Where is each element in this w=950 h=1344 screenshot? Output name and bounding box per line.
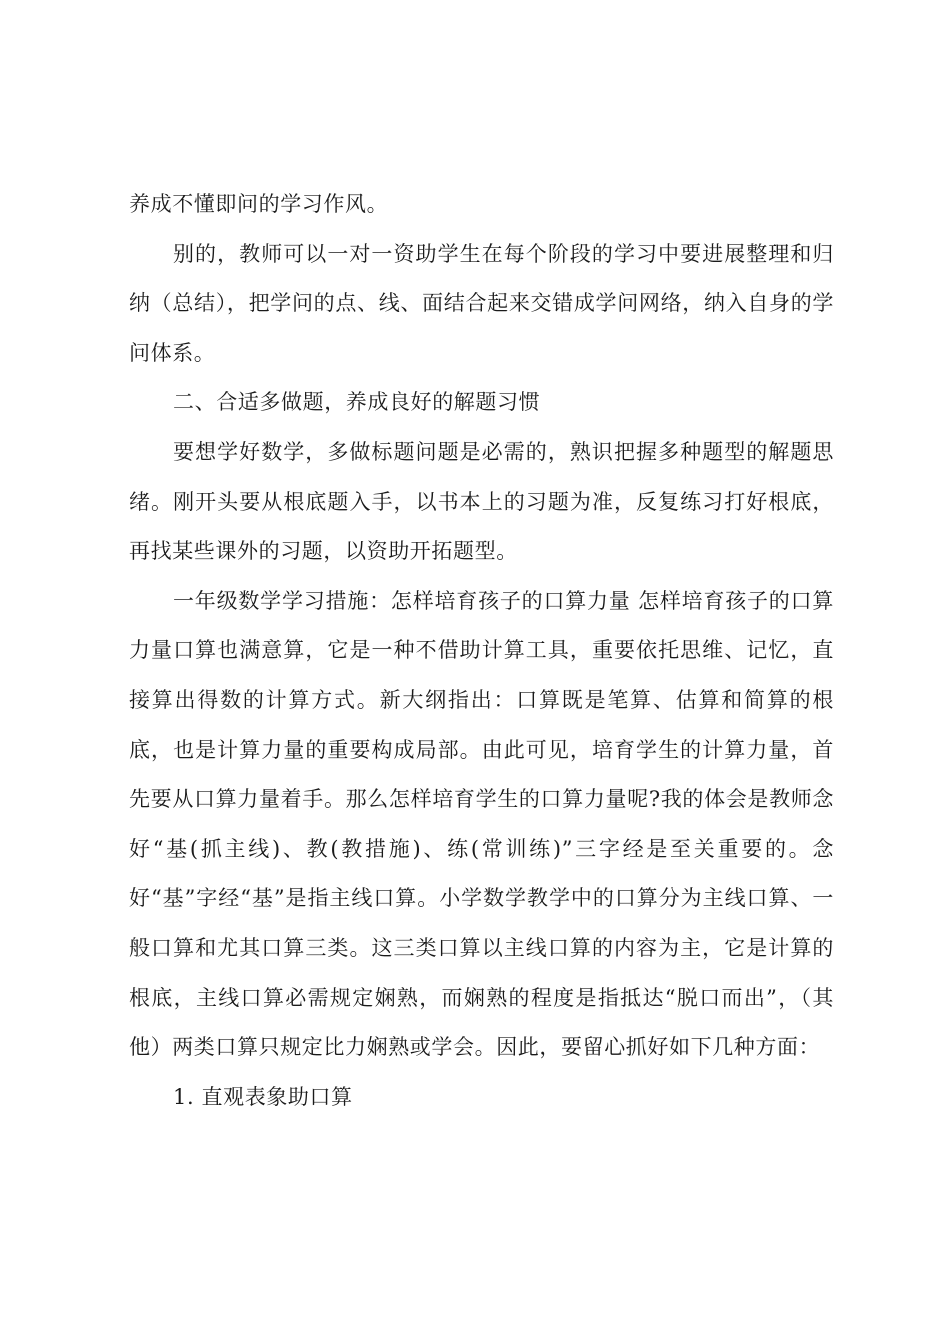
paragraph-do-exercises: 要想学好数学，多做标题问题是必需的，熟识把握多种题型的解题思绪。刚开头要从根底题入手，以书本上的习题为准，反复练习打好根底，再找某些课外的习题，以资助开拓题型。 [129, 439, 834, 564]
list-item-intuitive: 1. 直观表象助口算 [173, 1084, 353, 1109]
paragraph-continuation: 养成不懂即问的学习作风。 [129, 192, 389, 216]
paragraph-teacher-help: 别的，教师可以一对一资助学生在每个阶段的学习中要进展整理和归纳（总结），把学问的点、线、面结合起来交错成学问网络，纳入自身的学问体系。 [129, 241, 834, 365]
paragraph-mental-arithmetic: 一年级数学学习措施：怎样培育孩子的口算力量 怎样培育孩子的口算力量口算也满意算，它是一种不借助计算工具，重要依托思维、记忆，直接算出得数的计算方式。新大纲指出：口算既是笔算、估算和简算的根底，也是计算力量的重要构成局部。由此可见，培育学生的计算力量，首先要从口算力量着手。那么怎样培育学生的口算力量呢?我的体会是教师念好“基(抓主线)、教(教措施)、练(常训练)”三字经是至关重要的。念好“基”字经“基”是指主线口算。小学数学教学中的口算分为主线口算、一般口算和尤其口算三类。这三类口算以主线口算的内容为主，它是计算的根底，主线口算必需规定娴熟，而娴熟的程度是指抵达“脱口而出”，（其他）两类口算只规定比力娴熟或学会。因此，要留心抓好如下几种方面： [129, 588, 834, 1060]
document-body [129, 180, 834, 1122]
section-heading-practice: 二、合适多做题，养成良好的解题习惯 [173, 390, 541, 415]
